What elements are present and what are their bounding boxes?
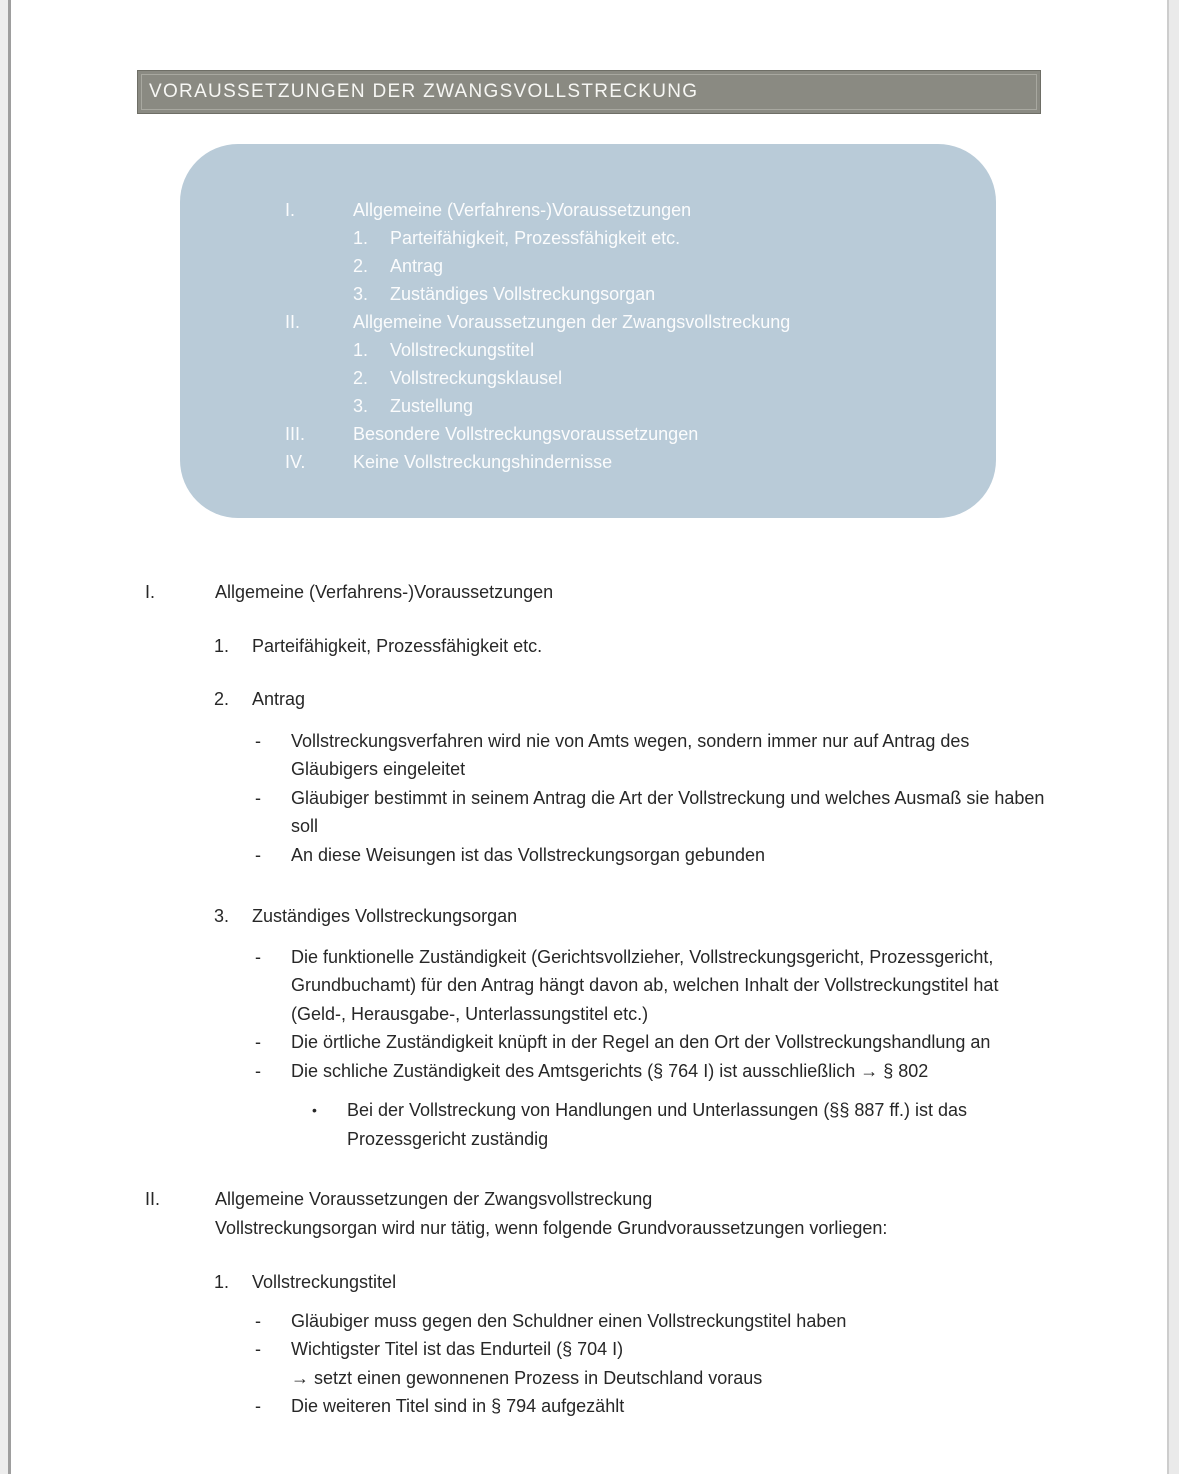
title-banner [137, 70, 1041, 114]
section-title: Allgemeine Voraussetzungen der Zwangsvollstreckung [215, 1189, 653, 1209]
overview-item [180, 420, 996, 448]
subsection-title: Antrag [252, 689, 306, 709]
list-item-text: Gläubiger bestimmt in seinem Antrag die Art der Vollstreckung und welches Ausmaß sie haben soll [291, 787, 1045, 836]
list-item [0, 1307, 1045, 1336]
overview-item-label: Vollstreckungsklausel [390, 368, 563, 388]
overview-item [180, 252, 996, 280]
item-marker: III. [285, 424, 306, 444]
list-item-text: Die weiteren Titel sind in § 794 aufgezählt [291, 1396, 625, 1416]
item-marker: 2. [353, 368, 369, 388]
list [0, 1307, 1045, 1421]
section-intro: Vollstreckungsorgan wird nur tätig, wenn folgende Grundvoraussetzungen vorliegen: [215, 1217, 888, 1238]
item-marker: I. [285, 200, 296, 220]
title-banner-inner [141, 74, 1037, 110]
item-marker: 3. [353, 284, 369, 304]
item-marker: - [255, 1339, 261, 1359]
item-marker: 3. [353, 396, 369, 416]
list-item [0, 1028, 1045, 1057]
overview-item [180, 364, 996, 392]
item-marker: 2. [353, 256, 369, 276]
subsection-title: Vollstreckungstitel [252, 1272, 397, 1292]
item-marker: 2. [214, 689, 230, 709]
item-marker: - [255, 730, 261, 751]
overview-box [180, 144, 996, 518]
bullet-icon: • [312, 1102, 317, 1118]
arrow-note: → setzt einen gewonnenen Prozess in Deutschland voraus [291, 1367, 763, 1388]
list-item [0, 841, 1045, 870]
subsection-heading [0, 1268, 1045, 1297]
overview-item-label: Zuständiges Vollstreckungsorgan [390, 284, 656, 304]
item-marker: 1. [353, 340, 369, 360]
item-marker: - [255, 1396, 261, 1416]
list-item-text: An diese Weisungen ist das Vollstreckungsorgan gebunden [291, 844, 765, 865]
item-marker: 1. [214, 635, 230, 656]
subsection-heading [0, 685, 1045, 714]
item-marker: 1. [214, 1272, 230, 1292]
item-marker: I. [145, 582, 156, 602]
item-marker: - [255, 1032, 261, 1052]
subsection-title: Zuständiges Vollstreckungsorgan [252, 906, 518, 926]
item-marker: II. [285, 312, 301, 332]
item-marker: 1. [353, 228, 369, 248]
overview-item-label: Keine Vollstreckungshindernisse [353, 452, 613, 472]
list-item-text: Die funktionelle Zuständigkeit (Gerichtsvollzieher, Vollstreckungsgericht, Prozessgericht, Grundbuchamt) für den Antrag hängt davon ab, welchen Inhalt der Vollstreckungstitel hat (Geld-, Herausgabe-, Unterlassungstitel etc.) [291, 946, 999, 1024]
section-title: Allgemeine (Verfahrens-)Voraussetzungen [215, 582, 554, 602]
list-item [0, 1392, 1045, 1421]
overview-item [180, 280, 996, 308]
overview-item-label: Allgemeine Voraussetzungen der Zwangsvollstreckung [353, 312, 791, 332]
item-marker: IV. [285, 452, 306, 472]
overview-item-label: Zustellung [390, 396, 474, 416]
list-item-text: Gläubiger muss gegen den Schuldner einen Vollstreckungstitel haben [291, 1310, 847, 1331]
list [0, 727, 1045, 870]
overview-item [180, 448, 996, 476]
overview-item-label: Allgemeine (Verfahrens-)Voraussetzungen [353, 200, 692, 220]
section-title-block [215, 1185, 1045, 1242]
list-item [0, 784, 1045, 841]
subsection-heading [0, 902, 1045, 931]
right-page-edge [1167, 0, 1179, 1474]
list-item [0, 1335, 1045, 1392]
list-item [0, 943, 1045, 1029]
list-item [0, 1057, 1045, 1086]
section-heading [0, 1185, 1045, 1242]
item-marker: 3. [214, 906, 230, 926]
list-item-text: Vollstreckungsverfahren wird nie von Amts wegen, sondern immer nur auf Antrag des Gläubigers eingeleitet [291, 730, 970, 779]
document-body [0, 578, 1045, 1421]
list-item-text: Wichtigster Titel ist das Endurteil (§ 704 I) [291, 1339, 624, 1359]
overview-item [180, 392, 996, 420]
list-item [0, 727, 1045, 784]
page-title: VORAUSSETZUNGEN DER ZWANGSVOLLSTRECKUNG [149, 81, 699, 102]
overview-item [180, 224, 996, 252]
list-item-text: Die schliche Zuständigkeit des Amtsgerichts (§ 764 I) ist ausschließlich → § 802 [291, 1060, 929, 1081]
overview-item-label: Besondere Vollstreckungsvoraussetzungen [353, 424, 699, 444]
list-item-text-block [291, 1335, 1045, 1392]
overview-item-label: Antrag [390, 256, 444, 276]
item-marker: - [255, 1310, 261, 1331]
subsection-title: Parteifähigkeit, Prozessfähigkeit etc. [252, 635, 543, 656]
overview-item-label: Parteifähigkeit, Prozessfähigkeit etc. [390, 228, 681, 248]
overview-item [180, 196, 996, 224]
section-heading [0, 578, 1045, 607]
subsection-heading [0, 632, 1045, 661]
list-item [0, 1096, 1045, 1153]
item-marker: - [255, 787, 261, 808]
overview-item [180, 308, 996, 336]
item-marker: II. [145, 1189, 161, 1209]
item-marker: - [255, 844, 261, 865]
list [0, 943, 1045, 1086]
overview-item [180, 336, 996, 364]
overview-item-label: Vollstreckungstitel [390, 340, 535, 360]
item-marker: - [255, 946, 261, 967]
list-item-text: Bei der Vollstreckung von Handlungen und Unterlassungen (§§ 887 ff.) ist das Prozessgericht zuständig [347, 1100, 968, 1149]
list-item-text: Die örtliche Zuständigkeit knüpft in der Regel an den Ort der Vollstreckungshandlung an [291, 1032, 991, 1052]
item-marker: - [255, 1060, 261, 1081]
